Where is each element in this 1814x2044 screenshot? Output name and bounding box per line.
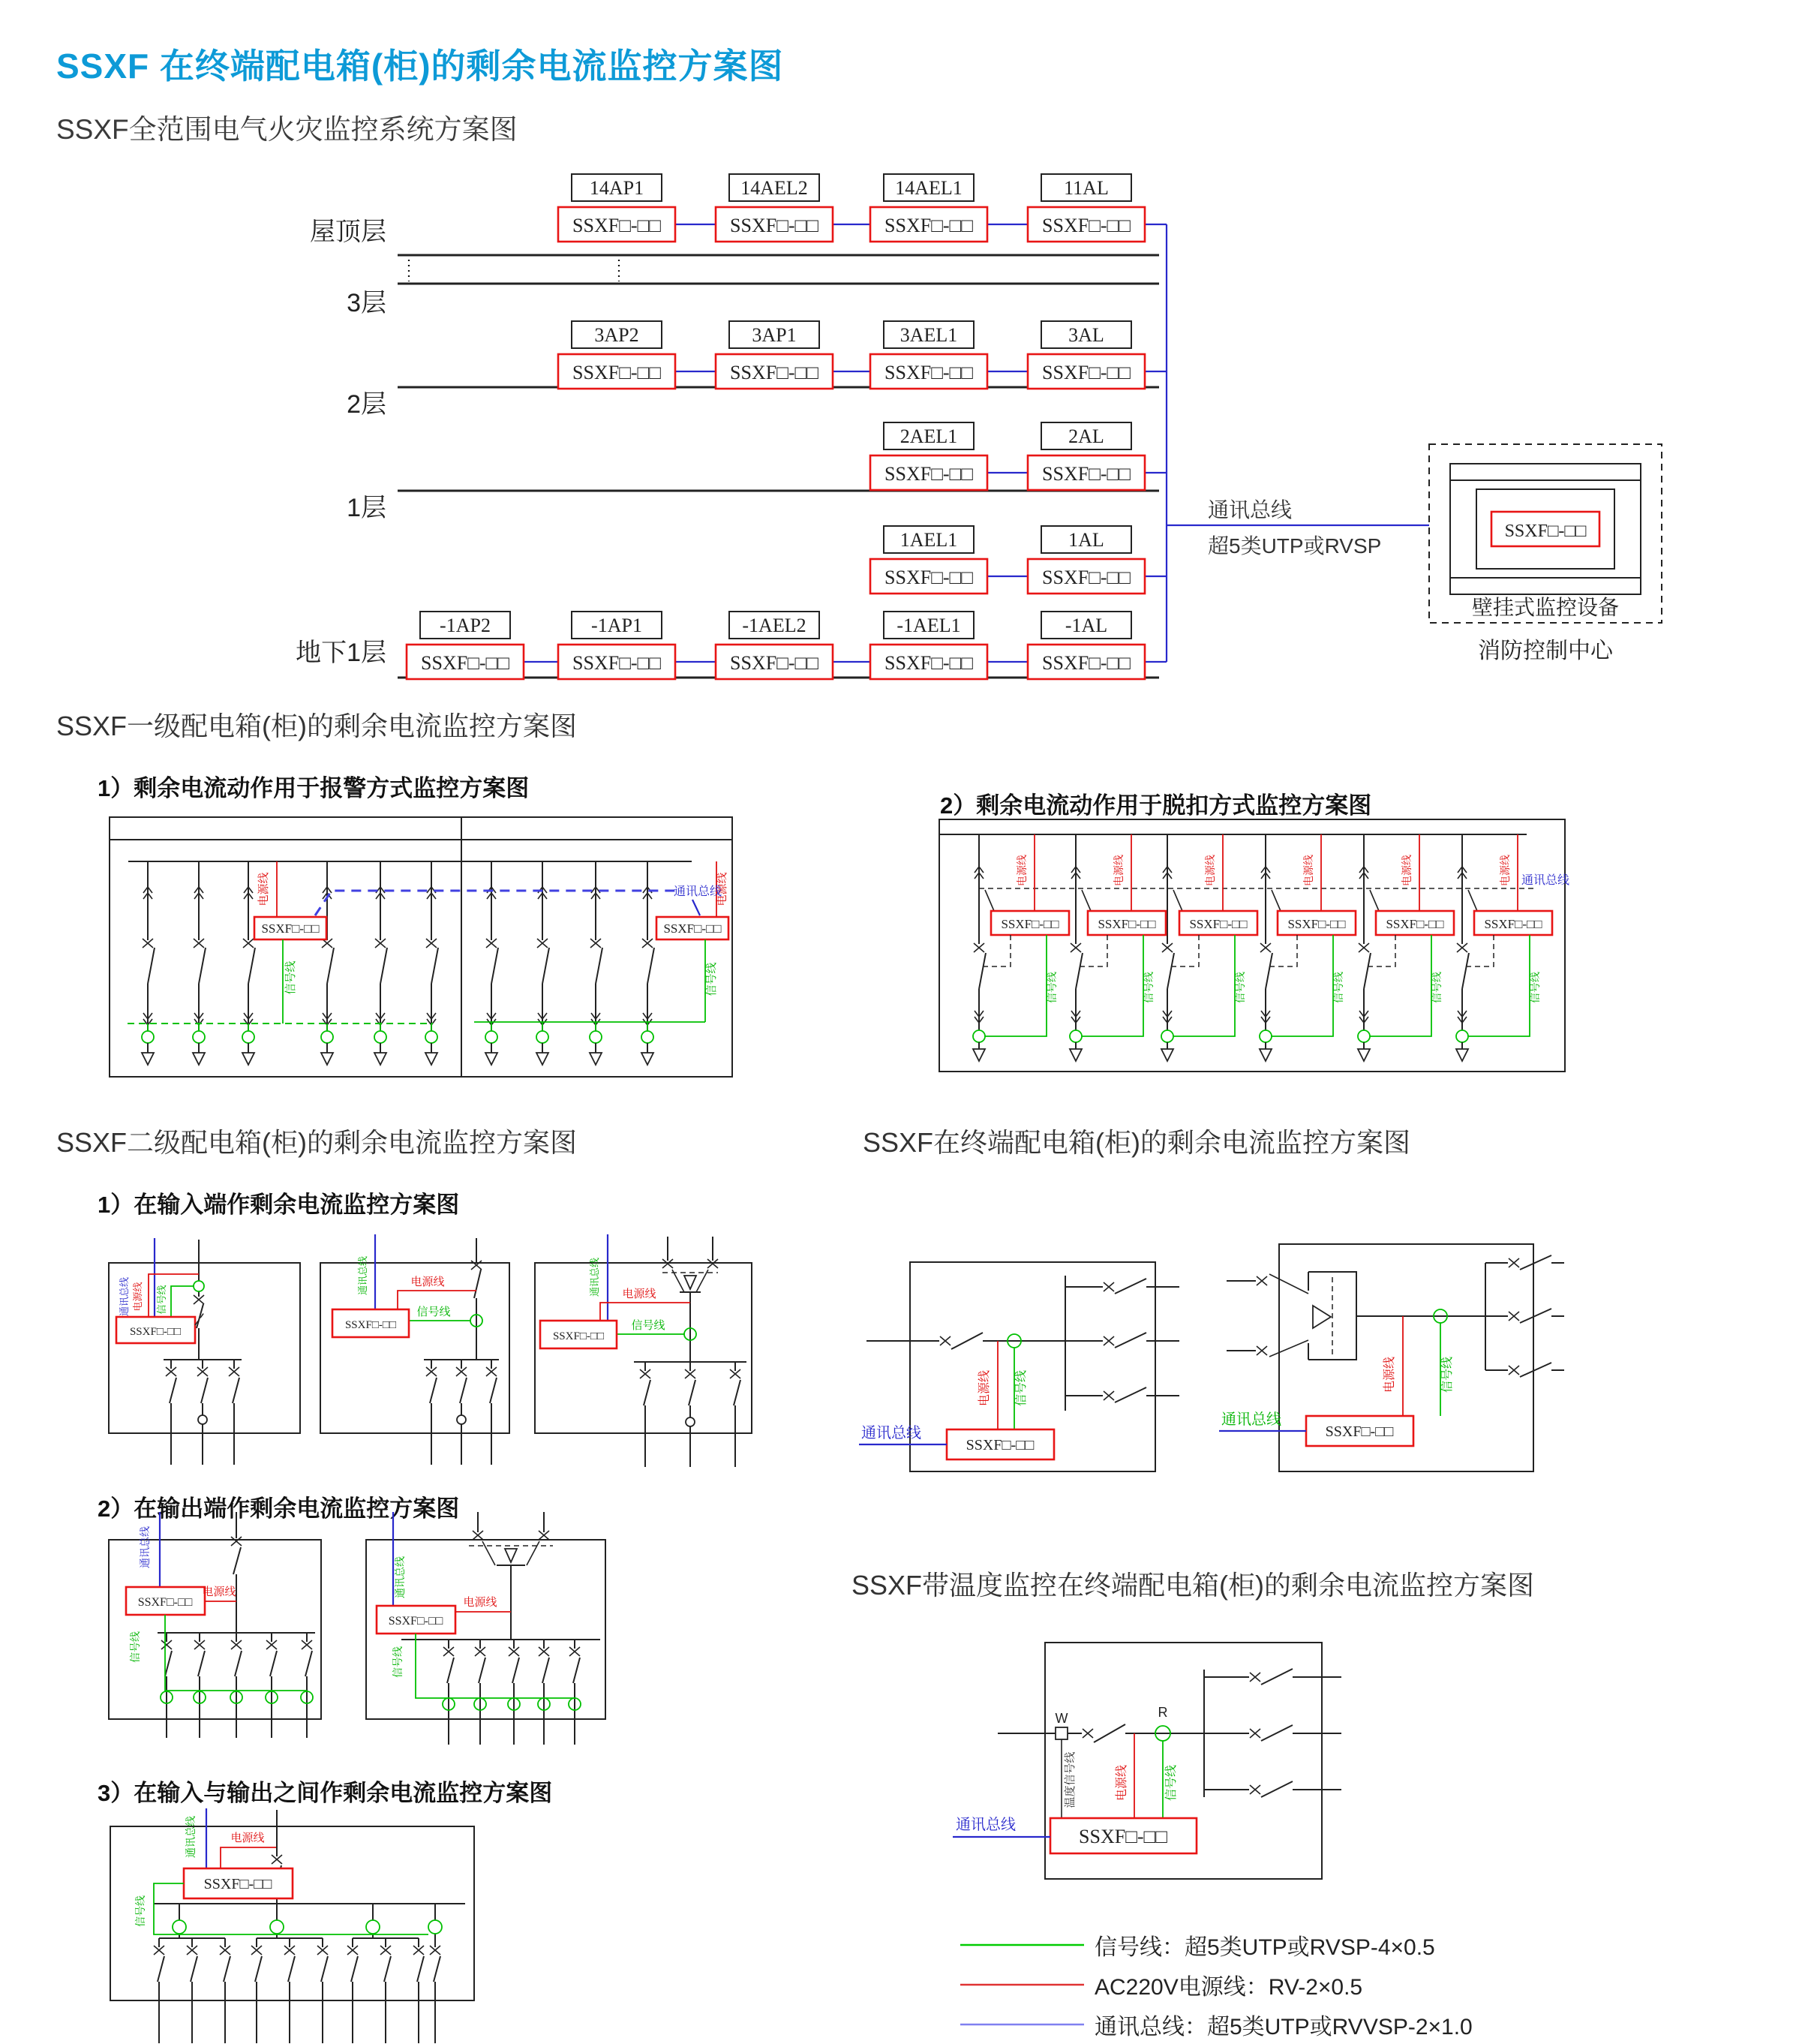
terminal-heading: SSXF在终端配电箱(柜)的剩余电流监控方案图 bbox=[863, 1127, 1411, 1158]
signal-wire-label: 信号线 bbox=[134, 1895, 146, 1927]
ct-sensor-label: R bbox=[1158, 1705, 1168, 1720]
power-wire-label: 电源线 bbox=[1383, 1356, 1396, 1393]
input-side-c-svg bbox=[525, 1231, 765, 1471]
comm-line-swatch bbox=[960, 2021, 1084, 2027]
trip-mode-svg bbox=[934, 816, 1572, 1075]
input-side-b-svg bbox=[315, 1231, 518, 1471]
power-wire-label: 电源线 bbox=[978, 1369, 991, 1407]
signal-wire-label: 信号线 bbox=[1234, 972, 1246, 1003]
legend-label: 通讯总线：超5类UTP或RVVSP-2×1.0 bbox=[1095, 2014, 1473, 2039]
ssxf-device-box: SSXF□-□□ bbox=[1042, 362, 1131, 383]
panel-code: -1AP1 bbox=[591, 615, 642, 636]
ssxf-device-box: SSXF□-□□ bbox=[261, 921, 320, 936]
level1-sub2-heading: 2）剩余电流动作用于脱扣方式监控方案图 bbox=[940, 792, 1372, 819]
legend-label: 信号线：超5类UTP或RVSP-4×0.5 bbox=[1095, 1934, 1435, 1960]
panel-code: 14AEL1 bbox=[895, 177, 963, 199]
overview-riser-diagram bbox=[225, 154, 1778, 679]
temp-sensor-icon bbox=[1056, 1727, 1068, 1739]
panel-code: -1AL bbox=[1065, 615, 1108, 636]
between-in-out-svg bbox=[105, 1801, 488, 2042]
ssxf-device-box: SSXF□-□□ bbox=[730, 215, 818, 236]
terminal-diagram-1 bbox=[855, 1238, 1200, 1478]
power-wire-label: 电源线 bbox=[1401, 855, 1413, 886]
floor-row-2f bbox=[870, 422, 1145, 490]
feeders bbox=[142, 861, 654, 1065]
trip-unit bbox=[1079, 834, 1166, 1036]
ssxf-device-box: SSXF□-□□ bbox=[730, 652, 818, 674]
level1-sub1-heading: 1）剩余电流动作用于报警方式监控方案图 bbox=[98, 775, 530, 801]
wall-mounted-monitor bbox=[1450, 464, 1641, 594]
legend-item-power bbox=[960, 1964, 1473, 2004]
ssxf-device-box: SSXF□-□□ bbox=[1287, 917, 1346, 931]
ssxf-device-box: SSXF□-□□ bbox=[129, 1326, 182, 1338]
floor-row-b1 bbox=[407, 612, 1145, 679]
signal-bus bbox=[128, 1022, 705, 1031]
legend bbox=[960, 1925, 1473, 2044]
floor-row-1f bbox=[870, 526, 1145, 594]
device-2 bbox=[656, 861, 728, 1022]
signal-wire-label: 信号线 bbox=[1529, 972, 1541, 1003]
comm-bus-label: 通讯总线 bbox=[119, 1276, 130, 1317]
power-line-swatch bbox=[960, 1982, 1084, 1988]
outgoing-feeders bbox=[161, 1633, 313, 1738]
ssxf-device-box: SSXF□-□□ bbox=[966, 1437, 1035, 1453]
comm-bus-label: 通讯总线 bbox=[1521, 874, 1570, 887]
outgoing-branches bbox=[1204, 1669, 1341, 1797]
power-wire-label: 电源线 bbox=[1016, 855, 1028, 886]
floor-label: 屋顶层 bbox=[310, 218, 386, 246]
power-wire-label: 电源线 bbox=[202, 1586, 236, 1598]
signal-wire-label: 信号线 bbox=[631, 1319, 665, 1332]
power-wire-label: 电源线 bbox=[1499, 855, 1511, 886]
outgoing-feeders bbox=[154, 1938, 440, 2043]
panel-code: 11AL bbox=[1064, 177, 1109, 199]
temperature-heading: SSXF带温度监控在终端配电箱(柜)的剩余电流监控方案图 bbox=[851, 1570, 1535, 1601]
ssxf-device-box: SSXF□-□□ bbox=[1042, 652, 1131, 674]
comm-bus-label: 通讯总线 bbox=[357, 1255, 368, 1296]
ssxf-device-box: SSXF□-□□ bbox=[663, 921, 722, 936]
ssxf-device-box: SSXF□-□□ bbox=[1098, 917, 1156, 931]
comm-bus-label: 通讯总线 bbox=[1208, 498, 1293, 522]
ssxf-device-box: SSXF□-□□ bbox=[884, 463, 973, 485]
level1-heading: SSXF一级配电箱(柜)的剩余电流监控方案图 bbox=[56, 711, 578, 741]
panel-code: 2AEL1 bbox=[899, 425, 958, 447]
floor-label: 1层 bbox=[347, 494, 386, 522]
ssxf-device-box: SSXF□-□□ bbox=[1079, 1826, 1167, 1847]
ats-switch bbox=[469, 1512, 553, 1640]
terminal-diagram-2 bbox=[1215, 1231, 1568, 1478]
ssxf-device-box: SSXF□-□□ bbox=[572, 652, 661, 674]
ssxf-device-box: SSXF□-□□ bbox=[203, 1876, 272, 1892]
trip-unit bbox=[982, 834, 1069, 1036]
comm-bus-label: 通讯总线 bbox=[139, 1526, 151, 1568]
terminal-2-svg bbox=[1215, 1231, 1568, 1478]
output-side-a-svg bbox=[105, 1493, 330, 1767]
outgoing-branches bbox=[1485, 1255, 1564, 1377]
trip-unit bbox=[1269, 834, 1356, 1036]
signal-wire-label: 信号线 bbox=[392, 1646, 404, 1678]
panel-code: 14AEL2 bbox=[740, 177, 808, 199]
power-wire-label: 电源线 bbox=[132, 1282, 143, 1312]
ssxf-device-box: SSXF□-□□ bbox=[884, 567, 973, 588]
input-side-diagram-c bbox=[525, 1231, 765, 1471]
panel-code: 1AEL1 bbox=[899, 529, 958, 551]
signal-wire-label: 信号线 bbox=[1015, 1369, 1028, 1407]
panel-code: 1AL bbox=[1068, 529, 1104, 551]
comm-bus-label: 通讯总线 bbox=[956, 1817, 1016, 1833]
power-wire-label: 电源线 bbox=[257, 872, 270, 906]
output-side-diagram-b bbox=[360, 1493, 615, 1775]
page-subtitle: SSXF全范围电气火灾监控系统方案图 bbox=[56, 114, 518, 145]
input-side-diagram-b bbox=[315, 1231, 518, 1471]
alarm-mode-diagram bbox=[105, 814, 735, 1081]
ssxf-device-box: SSXF□-□□ bbox=[1189, 917, 1248, 931]
comm-bus bbox=[315, 891, 700, 915]
signal-wire-label: 信号线 bbox=[1441, 1356, 1454, 1393]
ats-switch bbox=[662, 1237, 718, 1362]
ssxf-device-box: SSXF□-□□ bbox=[1484, 917, 1542, 931]
ssxf-device-box: SSXF□-□□ bbox=[1504, 522, 1587, 541]
temp-sensor-label: W bbox=[1055, 1711, 1068, 1726]
output-side-b-svg bbox=[360, 1493, 615, 1775]
ssxf-device-box: SSXF□-□□ bbox=[1042, 567, 1131, 588]
overview-riser-svg bbox=[225, 154, 1778, 679]
legend-item-signal bbox=[960, 1925, 1473, 1964]
trip-unit bbox=[1367, 834, 1454, 1036]
panel-code: 14AP1 bbox=[589, 177, 644, 199]
ssxf-device-box: SSXF□-□□ bbox=[1001, 917, 1059, 931]
ssxf-device-box: SSXF□-□□ bbox=[388, 1615, 443, 1628]
power-wire-label: 电源线 bbox=[230, 1832, 265, 1844]
meter-icon bbox=[686, 1417, 695, 1426]
level2-sub3-heading: 3）在输入与输出之间作剩余电流监控方案图 bbox=[98, 1780, 553, 1806]
comm-bus-label: 通讯总线 bbox=[394, 1556, 406, 1598]
input-side-a-svg bbox=[105, 1231, 315, 1471]
power-wire-label: 电源线 bbox=[1302, 855, 1314, 886]
legend-item-comm bbox=[960, 2004, 1473, 2044]
signal-wire-label: 信号线 bbox=[1046, 972, 1058, 1003]
signal-wire-label: 信号线 bbox=[156, 1285, 167, 1315]
ssxf-device-box: SSXF□-□□ bbox=[552, 1330, 605, 1342]
power-wire-label: 电源线 bbox=[410, 1276, 445, 1288]
level2-sub2-heading: 2）在输出端作剩余电流监控方案图 bbox=[98, 1495, 460, 1522]
panel-code: 3AL bbox=[1068, 324, 1104, 346]
signal-wire-label: 信号线 bbox=[1431, 972, 1443, 1003]
floor-label: 3层 bbox=[347, 289, 386, 317]
comm-bus-label: 通讯总线 bbox=[861, 1425, 921, 1441]
trip-units bbox=[982, 834, 1552, 1036]
signal-wire-label: 信号线 bbox=[284, 960, 297, 995]
signal-wire-label: 信号线 bbox=[1143, 972, 1155, 1003]
comm-bus-cable-spec: 超5类UTP或RVSP bbox=[1208, 534, 1382, 558]
meter-icon bbox=[457, 1415, 466, 1424]
trip-unit bbox=[1170, 834, 1257, 1036]
comm-bus-label: 通讯总线 bbox=[673, 885, 722, 898]
trip-unit bbox=[1465, 834, 1552, 1036]
power-wire-label: 电源线 bbox=[622, 1288, 656, 1300]
terminal-1-svg bbox=[855, 1238, 1200, 1478]
comm-bus-label: 通讯总线 bbox=[589, 1257, 600, 1297]
device-1 bbox=[254, 861, 326, 1024]
ssxf-device-box: SSXF□-□□ bbox=[344, 1319, 397, 1331]
panel-code: -1AEL1 bbox=[896, 615, 961, 636]
panel-code: -1AEL2 bbox=[742, 615, 806, 636]
floor-row-3f bbox=[558, 321, 1145, 389]
feeders bbox=[973, 834, 1469, 1061]
outgoing-branches bbox=[1065, 1279, 1179, 1402]
monitor-label: 壁挂式监控设备 bbox=[1471, 596, 1620, 619]
between-in-out-diagram bbox=[105, 1801, 488, 2042]
panel-code: -1AP2 bbox=[440, 615, 491, 636]
signal-wire-label: 信号线 bbox=[416, 1306, 451, 1318]
legend-label: AC220V电源线：RV-2×0.5 bbox=[1095, 1974, 1363, 2000]
level2-sub1-heading: 1）在输入端作剩余电流监控方案图 bbox=[98, 1192, 460, 1218]
page-title: SSXF 在终端配电箱(柜)的剩余电流监控方案图 bbox=[56, 47, 784, 86]
panel-code: 3AP1 bbox=[752, 324, 797, 346]
power-wire-label: 电源线 bbox=[463, 1596, 497, 1609]
floor-labels bbox=[296, 218, 386, 667]
panel-code: 3AP2 bbox=[594, 324, 639, 346]
ssxf-device-box: SSXF□-□□ bbox=[572, 362, 661, 383]
alarm-mode-svg bbox=[105, 814, 735, 1081]
signal-wire-label: 信号线 bbox=[1165, 1764, 1178, 1802]
outgoing-feeders bbox=[443, 1640, 581, 1745]
signal-wire-label: 信号线 bbox=[129, 1631, 141, 1663]
ssxf-device-box: SSXF□-□□ bbox=[884, 362, 973, 383]
temp-signal-label: 温度信号线 bbox=[1064, 1751, 1077, 1808]
floor-row-roof bbox=[558, 174, 1145, 242]
fire-control-center bbox=[1429, 444, 1662, 663]
signal-wire-label: 信号线 bbox=[1332, 972, 1344, 1003]
ct-drops bbox=[173, 1904, 442, 1938]
floor-label: 地下1层 bbox=[296, 639, 386, 667]
ssxf-device-box: SSXF□-□□ bbox=[572, 215, 661, 236]
power-wire-label: 电源线 bbox=[1116, 1764, 1128, 1802]
ssxf-device-box: SSXF□-□□ bbox=[730, 362, 818, 383]
panel-code: 2AL bbox=[1068, 425, 1104, 447]
ssxf-device-box: SSXF□-□□ bbox=[1325, 1423, 1394, 1440]
ssxf-device-box: SSXF□-□□ bbox=[421, 652, 509, 674]
power-wire-label: 电源线 bbox=[716, 872, 728, 906]
input-side-diagram-a bbox=[105, 1231, 315, 1471]
trip-mode-diagram bbox=[934, 816, 1572, 1075]
power-wire-label: 电源线 bbox=[1113, 855, 1125, 886]
ssxf-device-box: SSXF□-□□ bbox=[1386, 917, 1444, 931]
temperature-diagram bbox=[945, 1636, 1350, 1887]
signal-wire-label: 信号线 bbox=[705, 962, 718, 996]
comm-bus bbox=[524, 224, 1429, 662]
ssxf-device-box: SSXF□-□□ bbox=[884, 215, 973, 236]
power-wire-label: 电源线 bbox=[1204, 855, 1216, 886]
output-side-diagram-a bbox=[105, 1493, 330, 1767]
ssxf-device-box: SSXF□-□□ bbox=[884, 652, 973, 674]
center-label: 消防控制中心 bbox=[1478, 639, 1613, 663]
meter-icon bbox=[198, 1415, 207, 1424]
temperature-svg bbox=[945, 1636, 1350, 1887]
ssxf-device-box: SSXF□-□□ bbox=[1042, 463, 1131, 485]
signal-line-swatch bbox=[960, 1942, 1084, 1948]
panel-code: 3AEL1 bbox=[899, 324, 958, 346]
level2-heading: SSXF二级配电箱(柜)的剩余电流监控方案图 bbox=[56, 1127, 578, 1158]
ssxf-device-box: SSXF□-□□ bbox=[137, 1596, 193, 1609]
ssxf-device-box: SSXF□-□□ bbox=[1042, 215, 1131, 236]
floor-label: 2层 bbox=[347, 390, 386, 419]
comm-bus-label: 通讯总线 bbox=[185, 1816, 197, 1858]
comm-bus-label: 通讯总线 bbox=[1221, 1411, 1281, 1428]
